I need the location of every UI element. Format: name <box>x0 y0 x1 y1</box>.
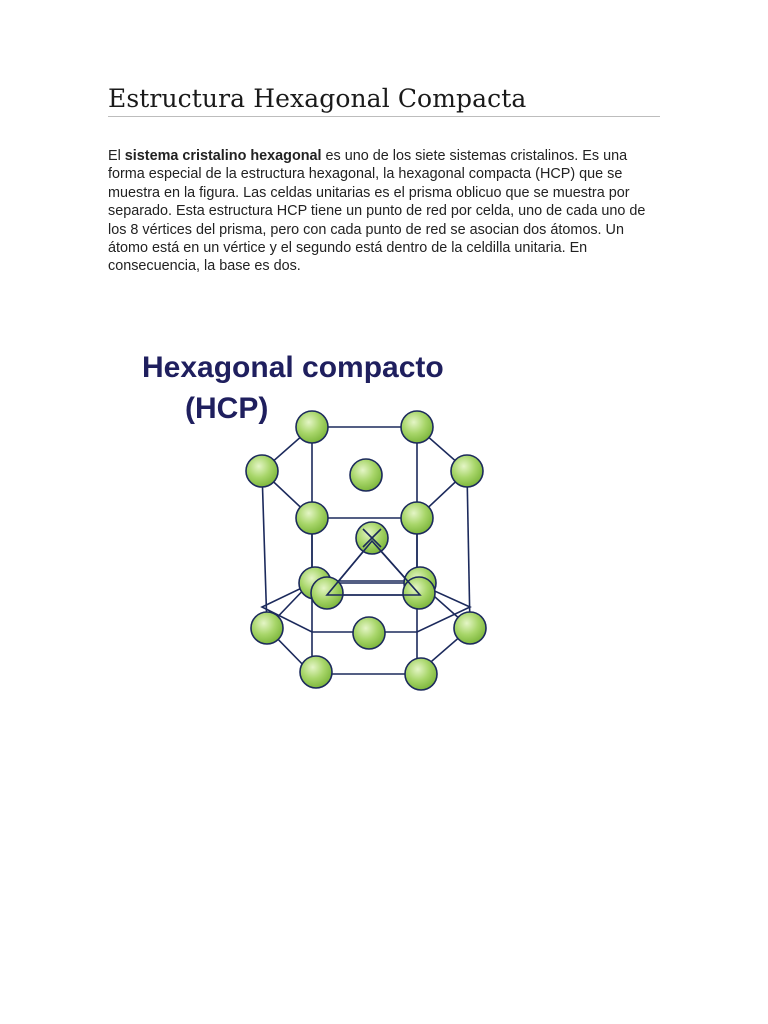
page-title: Estructura Hexagonal Compacta <box>108 84 527 113</box>
body-paragraph <box>108 147 664 276</box>
atom <box>401 502 433 534</box>
atom <box>405 658 437 690</box>
atom <box>246 455 278 487</box>
atom <box>350 459 382 491</box>
vertical-edge <box>467 471 470 628</box>
figure-title-line-2: (HCP) <box>185 392 269 425</box>
atom <box>451 455 483 487</box>
atom <box>300 656 332 688</box>
figure-title-line-1: Hexagonal compacto <box>142 351 444 384</box>
atom <box>296 502 328 534</box>
paragraph-rest: sistemas cristalinos. Es una forma especial de la estructura hexagonal, la hexagonal compacta (HCP) que se muestra en la figura. Las celdas unitarias es el prisma oblicuo que se muestra por separado. Esta estructura HCP tiene un punto de red por celda, uno de cada uno de los 8 vértices del prisma, pero con cada punto de red se asocian dos átomos. Un átomo está en un vértice y el segundo está dentro de la celdilla unitaria. En consecuencia, la base es dos. <box>108 148 646 275</box>
vertical-edge <box>262 471 267 628</box>
inline-link[interactable]: uno de los siete <box>344 148 446 164</box>
atom <box>401 411 433 443</box>
atom <box>353 617 385 649</box>
atom <box>454 612 486 644</box>
hcp-figure <box>130 335 510 705</box>
atom <box>296 411 328 443</box>
atom <box>251 612 283 644</box>
title-divider <box>108 116 660 117</box>
paragraph-intro: El <box>108 148 125 164</box>
bold-term: sistema cristalino hexagonal <box>124 148 322 164</box>
paragraph-mid: es <box>321 148 345 164</box>
